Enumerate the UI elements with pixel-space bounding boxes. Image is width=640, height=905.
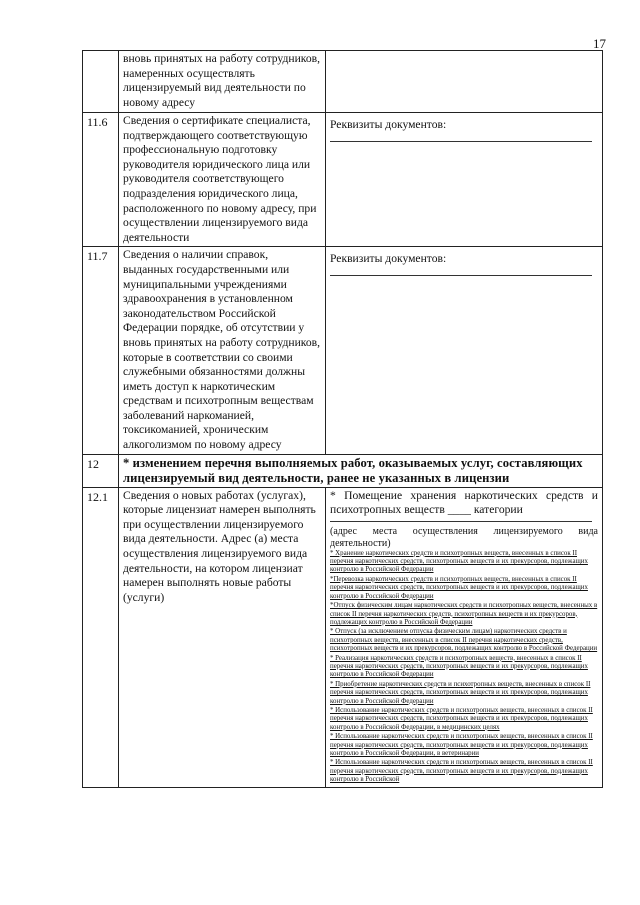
table-row bbox=[83, 113, 603, 247]
activity-item: *Перевозка наркотических средств и психотропных веществ, внесенных в список II перечня наркотических средств, психотропных веществ и их прекурсоров, подлежащих контролю в Российской Федерации bbox=[330, 575, 588, 600]
row-number bbox=[83, 51, 119, 113]
activity-item: * Приобретение наркотических средств и психотропных веществ, внесенных в список II перечня наркотических средств, психотропных веществ и их прекурсоров, подлежащих контролю в Российской Федерации bbox=[330, 680, 591, 705]
section-heading: * изменением перечня выполняемых работ, оказываемых услуг, составляющих лицензируемый вид деятельности, ранее не указанных в лицензии bbox=[119, 454, 603, 487]
row-text: Сведения о новых работах (услугах), которые лицензиат намерен выполнять при осуществлении лицензируемого вида деятельности. Адрес (а) места осуществления лицензируемого вида деятельности, на котором лицензиат намерен выполнять новые работы (услуги) bbox=[119, 487, 326, 787]
row-value-cell bbox=[326, 247, 603, 454]
row-value-cell bbox=[326, 51, 603, 113]
activity-item: * Отпуск (за исключением отпуска физическим лицам) наркотических средств и психотропных веществ, внесенных в список II перечня наркотических средств, психотропных веществ и их прекурсоров, подлежащих контролю в Российской Федерации bbox=[330, 628, 598, 653]
row-number: 12 bbox=[83, 454, 119, 487]
table-row bbox=[83, 51, 603, 113]
document-table bbox=[82, 50, 603, 788]
row-value-cell bbox=[326, 113, 603, 247]
table-row bbox=[83, 487, 603, 787]
table-row bbox=[83, 247, 603, 454]
activity-item: * Хранение наркотических средств и психотропных веществ, внесенных в список II перечня наркотических средств, психотропных веществ и их прекурсоров, подлежащих контролю в Российской Федерации bbox=[330, 549, 588, 574]
address-caption: (адрес места осуществления лицензируемого вида деятельности) bbox=[330, 525, 598, 549]
page-number: 17 bbox=[593, 36, 606, 51]
activity-item: *Отпуск физическим лицам наркотических средств и психотропных веществ, внесенных в список II перечня наркотических средств, психотропных веществ и их прекурсоров, подлежащих контролю в Российской Федерации bbox=[330, 602, 598, 626]
table-row bbox=[83, 454, 603, 487]
row-number: 11.7 bbox=[83, 247, 119, 454]
row-text: Сведения о сертификате специалиста, подтверждающего соответствующую профессиональную подготовку руководителя юридического лица или руководителя соответствующего подразделения юридического лица, расположенного по новому адресу, при осуществлении лицензируемого вида деятельности bbox=[119, 113, 326, 247]
row-text: Сведения о наличии справок, выданных государственными или муниципальными учреждениями здравоохранения в установленном законодательством Российской Федерации порядке, об отсутствии у вновь принятых на работу сотрудников, которые в соответствии со своими служебными обязанностями должны иметь доступ к наркотическим средствам и психотропным веществам заболеваний наркоманией, токсикоманией, хроническим алкоголизмом по новому адресу bbox=[119, 247, 326, 454]
requisites-label: Реквизиты документов: bbox=[330, 252, 447, 266]
activity-item: * Использование наркотических средств и психотропных веществ, внесенных в список II перечня наркотических средств, психотропных веществ и их прекурсоров, подлежащих контролю в Российской Федерации, в ветеринарии bbox=[330, 733, 593, 757]
row-number: 11.6 bbox=[83, 113, 119, 247]
fill-line bbox=[330, 141, 592, 142]
row-number: 12.1 bbox=[83, 487, 119, 787]
row-value-cell bbox=[326, 487, 603, 787]
requisites-label: Реквизиты документов: bbox=[330, 118, 447, 131]
fill-line bbox=[330, 521, 592, 522]
activity-item: * Использование наркотических средств и психотропных веществ, внесенных в список II перечня наркотических средств, психотропных веществ и их прекурсоров, подлежащих контролю в Российской Федерации, в медицинских целях bbox=[330, 706, 593, 731]
activity-item: * Реализация наркотических средств и психотропных веществ, внесенных в список II перечня наркотических средств, психотропных веществ и их прекурсоров, подлежащих контролю в Российской Федерации bbox=[330, 654, 588, 679]
premises-text: * Помещение хранения наркотических средств и психотропных веществ ____ категории bbox=[330, 488, 598, 516]
row-text: вновь принятых на работу сотрудников, намеренных осуществлять лицензируемый вид деятельности по новому адресу bbox=[119, 51, 326, 113]
fill-line bbox=[330, 275, 592, 276]
activity-list bbox=[330, 550, 598, 785]
activity-item: * Использование наркотических средств и психотропных веществ, внесенных в список II перечня наркотических средств, психотропных веществ и их прекурсоров, подлежащих контролю в Российской bbox=[330, 759, 593, 784]
